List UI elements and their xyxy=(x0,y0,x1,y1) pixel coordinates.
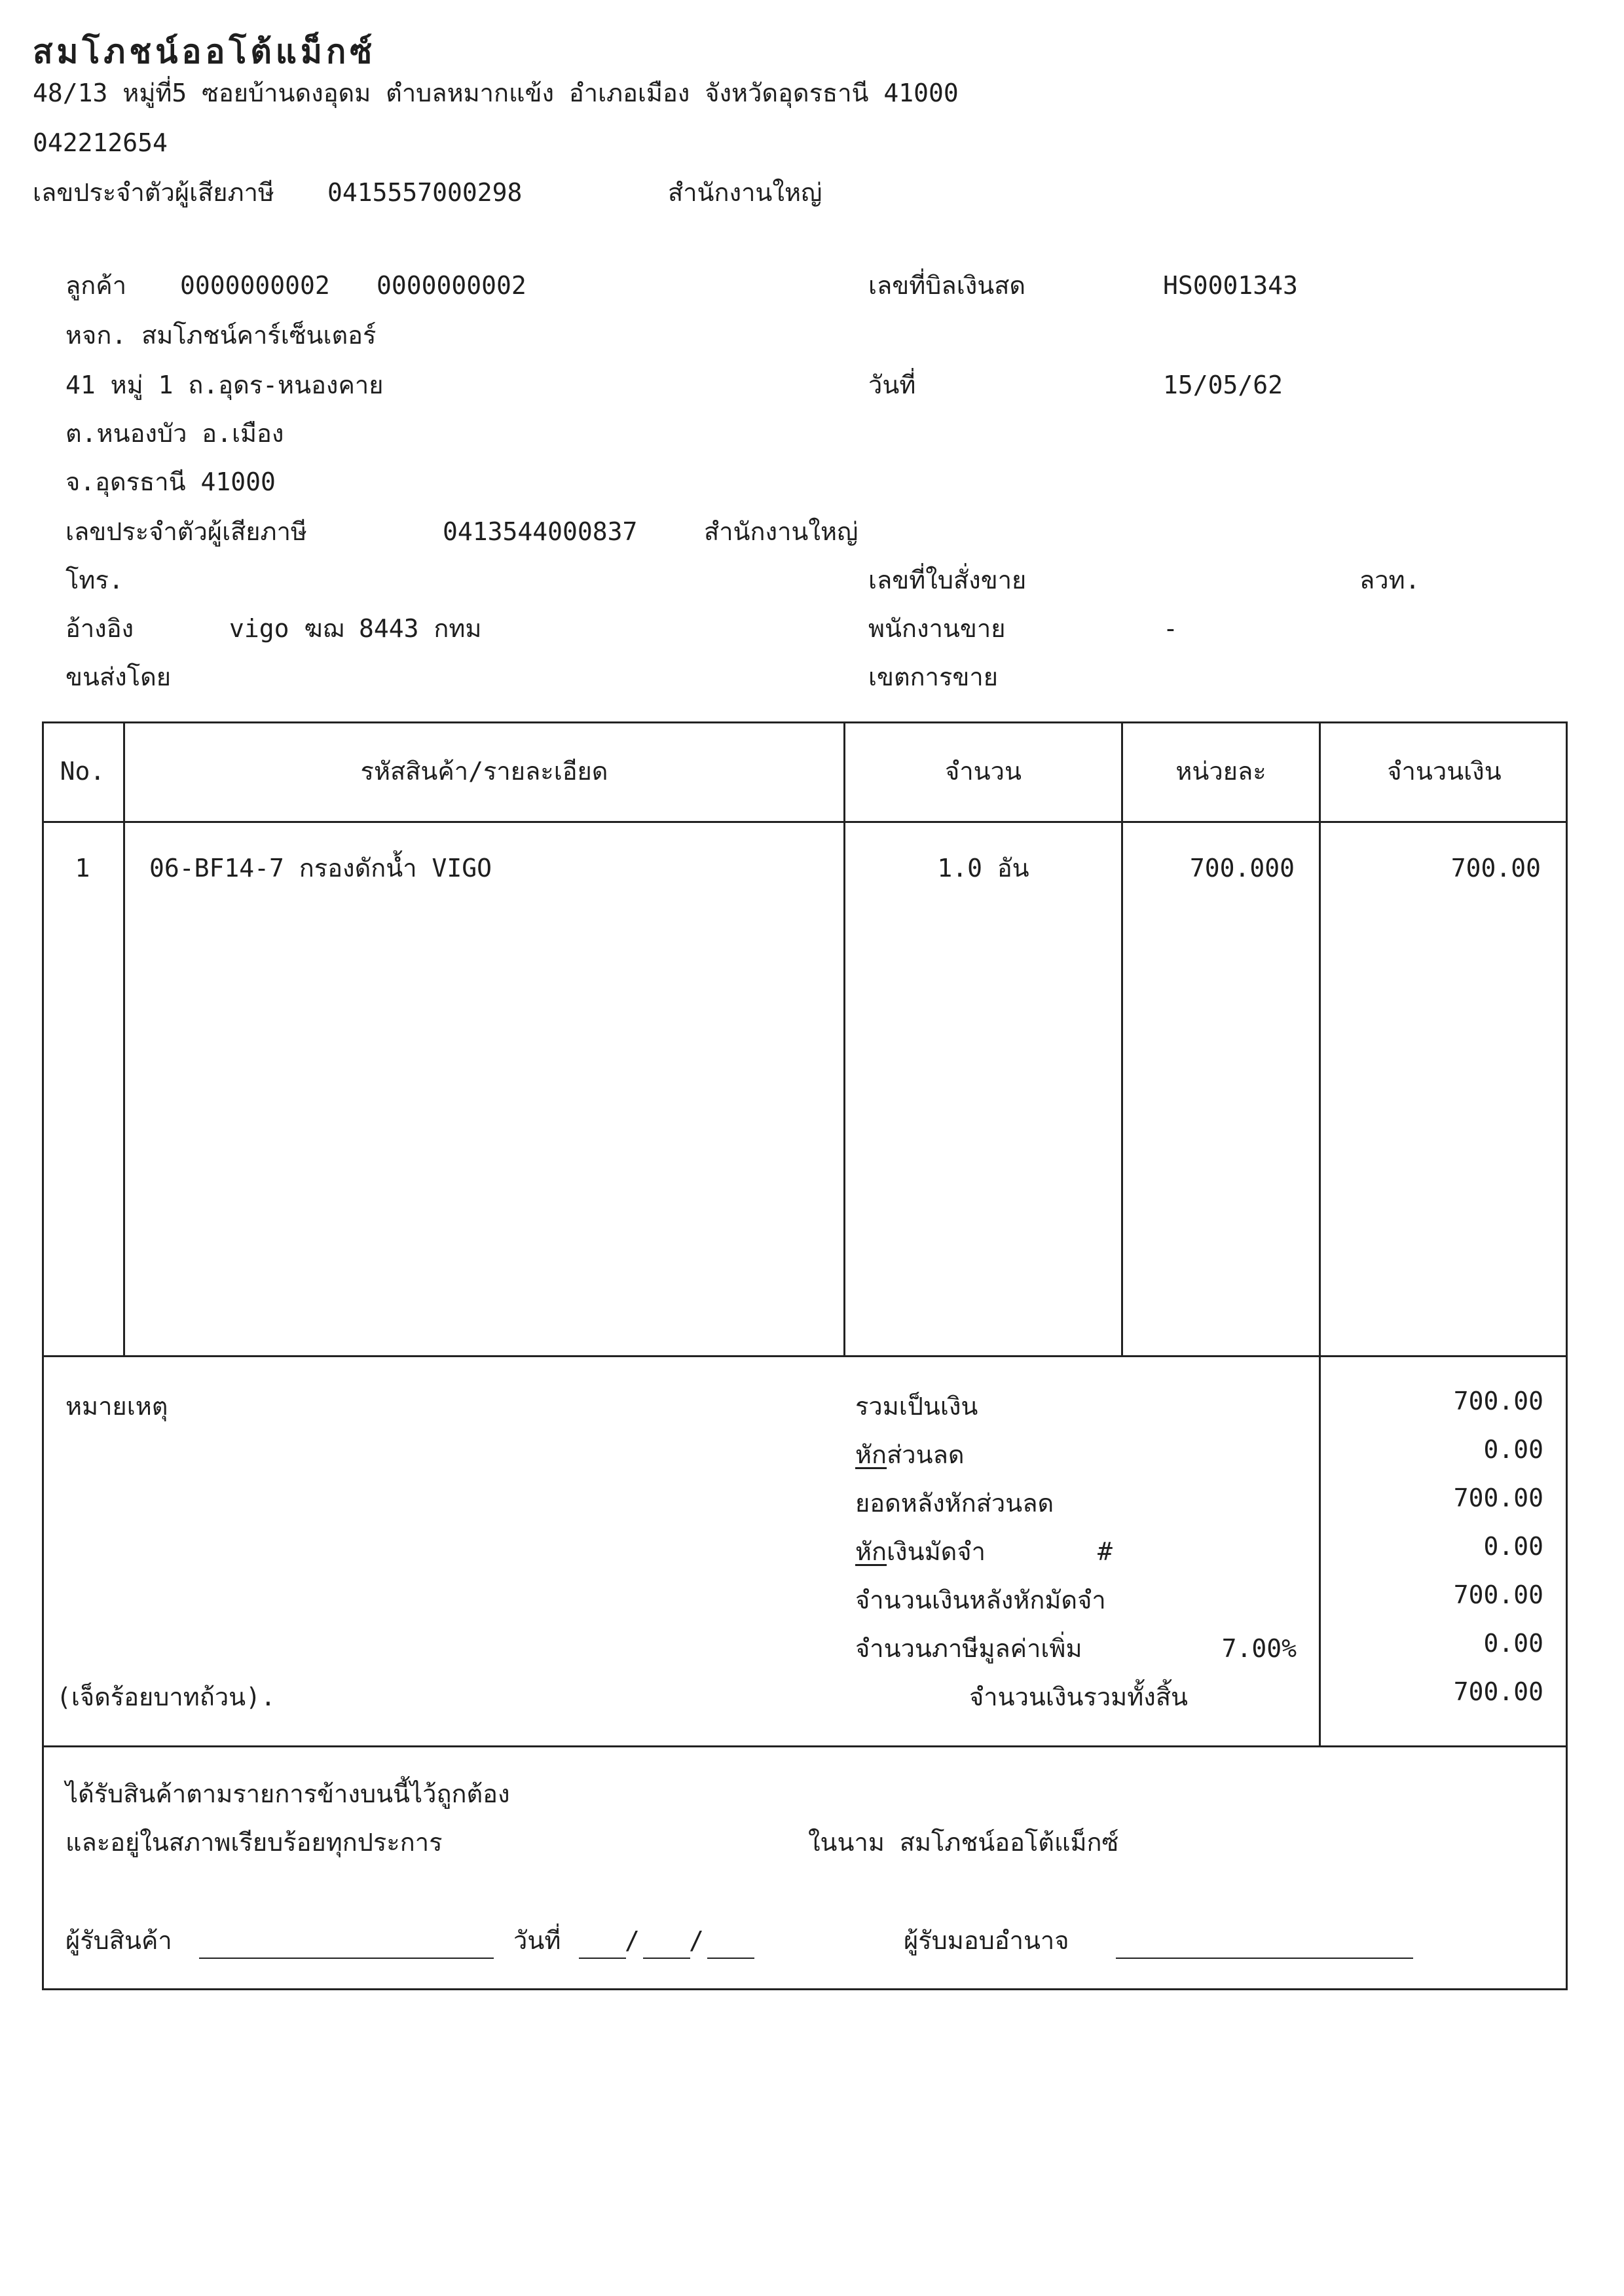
customer-tax-label: เลขประจำตัวผู้เสียภาษี xyxy=(65,517,307,546)
header-amount: จำนวนเงิน xyxy=(1387,757,1502,786)
sales-order-label: เลขที่ใบสั่งขาย xyxy=(868,566,1027,594)
customer-code-1: 0000000002 xyxy=(180,271,330,300)
row-quantity: 1.0 อัน xyxy=(937,854,1029,883)
col-line-no xyxy=(123,721,125,1355)
customer-phone-label: โทร. xyxy=(65,566,124,594)
received-line-1: ได้รับสินค้าตามรายการข้างบนนี้ไว้ถูกต้อง xyxy=(65,1779,510,1808)
table-header-divider xyxy=(42,821,1568,823)
deposit-text: เงินมัดจำ xyxy=(887,1537,986,1566)
discount-prefix: หัก xyxy=(855,1440,887,1469)
received-line-2: และอยู่ในสภาพเรียบร้อยทุกประการ xyxy=(65,1828,443,1857)
deposit-value: 0.00 xyxy=(1483,1532,1543,1561)
after-discount-value: 700.00 xyxy=(1453,1484,1543,1512)
date-slash-2: / xyxy=(689,1926,704,1955)
deposit-prefix: หัก xyxy=(855,1537,887,1566)
after-deposit-value: 700.00 xyxy=(1453,1580,1543,1609)
customer-branch: สำนักงานใหญ่ xyxy=(704,517,858,546)
customer-address-2: ต.หนองบัว อ.เมือง xyxy=(65,419,284,448)
discount-label xyxy=(855,1440,965,1469)
reference-label: อ้างอิง xyxy=(65,614,134,643)
vat-rate: 7.00% xyxy=(1221,1634,1297,1663)
header-no: No. xyxy=(60,757,105,786)
deposit-hash: # xyxy=(1098,1537,1113,1566)
grand-total-label: จำนวนเงินรวมทั้งสิ้น xyxy=(969,1683,1188,1711)
customer-label: ลูกค้า xyxy=(65,271,127,300)
date-slash-1: / xyxy=(625,1926,640,1955)
header-unit-price: หน่วยละ xyxy=(1175,757,1266,786)
seller-name: สมโภชน์ออโต้แม็กซ์ xyxy=(33,33,377,71)
vat-value: 0.00 xyxy=(1483,1629,1543,1658)
seller-tax-label: เลขประจำตัวผู้เสียภาษี xyxy=(33,178,274,207)
after-discount-label: ยอดหลังหักส่วนลด xyxy=(855,1489,1054,1518)
bill-date-value: 15/05/62 xyxy=(1163,371,1283,399)
discount-value: 0.00 xyxy=(1483,1435,1543,1464)
salesperson-value: - xyxy=(1163,614,1178,643)
authorized-label: ผู้รับมอบอำนาจ xyxy=(904,1926,1069,1955)
receive-date-label: วันที่ xyxy=(513,1926,561,1955)
header-quantity: จำนวน xyxy=(945,757,1022,786)
seller-branch: สำนักงานใหญ่ xyxy=(668,178,822,207)
customer-tax-id: 0413544000837 xyxy=(443,517,638,546)
totals-divider xyxy=(42,1745,1568,1747)
table-body-divider xyxy=(42,1355,1568,1357)
date-day-line xyxy=(579,1958,626,1959)
customer-address-1: 41 หมู่ 1 ถ.อุดร-หนองคาย xyxy=(65,371,384,399)
customer-address-3: จ.อุดรธานี 41000 xyxy=(65,467,276,496)
after-deposit-label: จำนวนเงินหลังหักมัดจำ xyxy=(855,1586,1106,1614)
receiver-signature-line xyxy=(199,1958,494,1959)
date-month-line xyxy=(643,1958,690,1959)
row-unit-price: 700.000 xyxy=(1189,854,1295,883)
discount-text: ส่วนลด xyxy=(887,1440,965,1469)
salesperson-label: พนักงานขาย xyxy=(868,614,1006,643)
col-line-desc xyxy=(843,721,845,1355)
bill-no-value: HS0001343 xyxy=(1163,271,1298,300)
bill-no-label: เลขที่บิลเงินสด xyxy=(868,271,1026,300)
sales-order-value: ลวท. xyxy=(1359,566,1420,594)
header-description: รหัสสินค้า/รายละเอียด xyxy=(360,757,608,786)
row-amount: 700.00 xyxy=(1450,854,1541,883)
vat-label: จำนวนภาษีมูลค่าเพิ่ม xyxy=(855,1634,1082,1663)
bill-date-label: วันที่ xyxy=(868,371,916,399)
col-line-qty xyxy=(1121,721,1123,1355)
receiver-label: ผู้รับสินค้า xyxy=(65,1926,172,1955)
authorized-signature-line xyxy=(1116,1958,1413,1959)
grand-total-value: 700.00 xyxy=(1453,1677,1543,1706)
ship-by-label: ขนส่งโดย xyxy=(65,663,172,691)
amount-in-words: (เจ็ดร้อยบาทถ้วน). xyxy=(56,1683,276,1711)
seller-phone: 042212654 xyxy=(33,128,168,157)
sales-zone-label: เขตการขาย xyxy=(868,663,998,691)
row-description: 06-BF14-7 กรองดักน้ำ VIGO xyxy=(149,854,492,883)
subtotal-value: 700.00 xyxy=(1453,1387,1543,1415)
row-no: 1 xyxy=(75,854,90,883)
date-year-line xyxy=(707,1958,754,1959)
remark-label: หมายเหตุ xyxy=(65,1392,168,1421)
subtotal-label: รวมเป็นเงิน xyxy=(855,1392,978,1421)
seller-address: 48/13 หมู่ที่5 ซอยบ้านดงอุดม ตำบลหมากแข้ง อำเภอเมือง จังหวัดอุดรธานี 41000 xyxy=(33,79,959,107)
deposit-label xyxy=(855,1537,986,1566)
reference-value: vigo ฆฌ 8443 กทม xyxy=(229,614,482,643)
customer-name: หจก. สมโภชน์คาร์เซ็นเตอร์ xyxy=(65,321,377,350)
customer-code-2: 0000000002 xyxy=(377,271,526,300)
on-behalf-of: ในนาม สมโภชน์ออโต้แม็กซ์ xyxy=(808,1828,1119,1857)
seller-tax-id: 0415557000298 xyxy=(327,178,523,207)
